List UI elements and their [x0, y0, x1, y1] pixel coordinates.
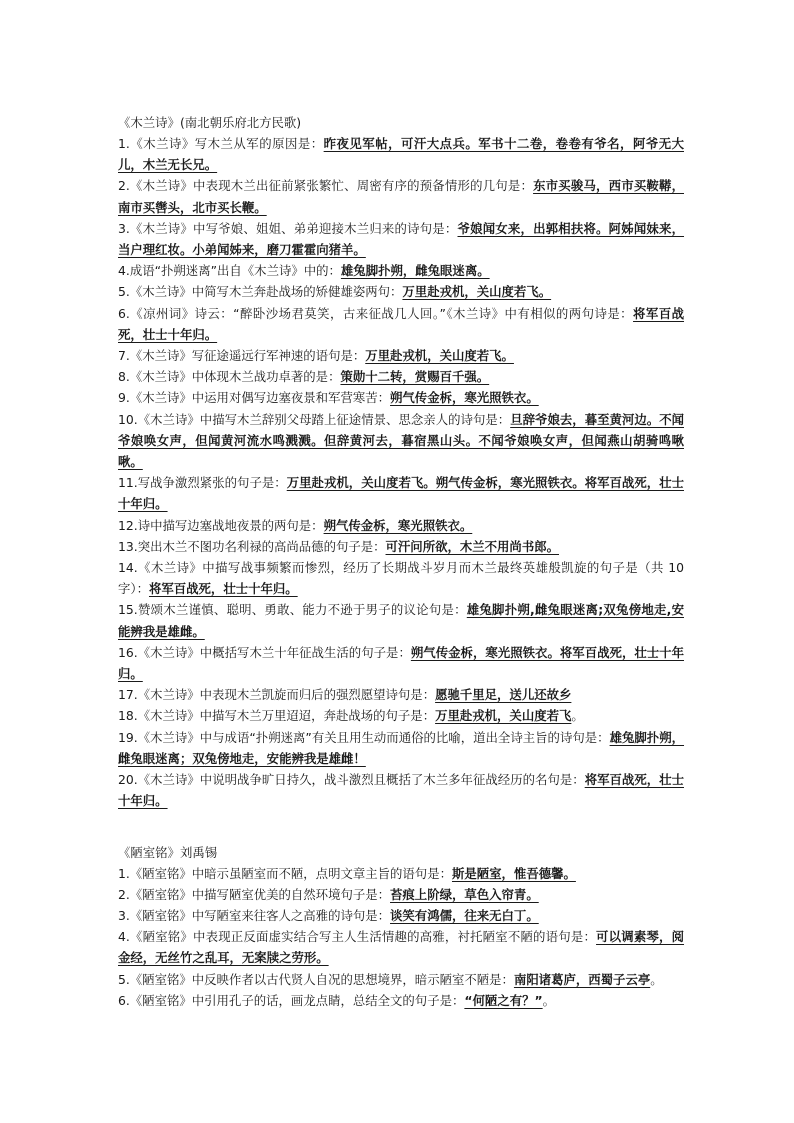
- question-text: 4.《陋室铭》中表现正反面虚实结合写主人生活情趣的高雅，衬托陋室不陋的语句是：: [118, 929, 597, 945]
- question-item: [118, 303, 684, 345]
- question-text: 16.《木兰诗》中概括写木兰十年征战生活的句子是：: [118, 644, 411, 660]
- answer-tail: 。: [571, 708, 584, 724]
- answer-text: “何陋之有？”: [464, 992, 543, 1008]
- question-text: 20.《木兰诗》中说明战争旷日持久，战斗激烈且概括了木兰多年征战经历的名句是：: [118, 772, 585, 788]
- answer-text: 可汗问所欲，木兰不用尚书郎。: [385, 538, 559, 554]
- question-item: [118, 926, 684, 968]
- question-text: 7.《木兰诗》写征途遥远行军神速的语句是：: [118, 348, 366, 364]
- question-text: 2.《木兰诗》中表现木兰出征前紧张繁忙、周密有序的预备情形的几句是：: [118, 178, 534, 194]
- document-page: [118, 112, 684, 1011]
- question-text: 13.突出木兰不图功名利禄的高尚品德的句子是：: [118, 538, 386, 554]
- question-text: 1.《陋室铭》中暗示虽陋室而不陋，点明文章主旨的语句是：: [118, 865, 452, 881]
- question-text: 15.赞颂木兰谨慎、聪明、勇敢、能力不逊于男子的议论句是：: [118, 602, 467, 618]
- answer-text: 愿驰千里足，送儿还故乡: [435, 687, 572, 703]
- answer-text: 雄兔脚扑朔,雌兔眼迷离;双兔傍地走,安能辨我是雄雌。: [118, 602, 684, 639]
- answer-text: 朔气传金柝，寒光照铁衣。将军百战死，壮士十年归。: [118, 644, 684, 682]
- section-title: 《木兰诗》(南北朝乐府北方民歌): [118, 115, 302, 130]
- question-item: [118, 218, 684, 260]
- question-text: 5.《木兰诗》中简写木兰奔赴战场的矫健雄姿两句：: [118, 284, 403, 300]
- question-text: 9.《木兰诗》中运用对偶写边塞夜景和军营寒苦：: [118, 390, 391, 406]
- answer-text: 爷娘闻女来，出郭相扶将。阿姊闻妹来，当户理红妆。小弟闻姊来，磨刀霍霍向猪羊。: [118, 220, 685, 258]
- answer-text: 朔气传金柝，寒光照铁衣。: [390, 390, 539, 406]
- answer-text: 策勋十二转，赏赐百千强。: [340, 369, 490, 385]
- question-item: [118, 705, 684, 726]
- answer-text: 谈笑有鸿儒，往来无白丁。: [390, 907, 539, 923]
- question-text: 12.诗中描写边塞战地夜景的两句是：: [118, 517, 324, 533]
- question-text: 18.《木兰诗》中描写木兰万里迢迢，奔赴战场的句子是：: [118, 708, 436, 724]
- question-text: 14.《木兰诗》中描写战事频繁而惨烈，经历了长期战斗岁月而木兰最终英雄般凯旋的句子是（共 10 字）：: [118, 560, 684, 597]
- question-item: [118, 281, 684, 302]
- answer-tail: 。: [650, 971, 663, 987]
- answer-text: 将军百战死，壮士十年归。: [118, 305, 685, 342]
- question-item: [118, 684, 684, 705]
- answer-text: 将军百战死，壮士十年归。: [148, 581, 298, 597]
- question-text: 10.《木兰诗》中描写木兰辞别父母踏上征途情景、思念亲人的诗句是：: [118, 411, 511, 427]
- question-item: [118, 557, 684, 599]
- question-text: 6.《凉州词》诗云：“醉卧沙场君莫笑，古来征战几人回。”《木兰诗》中有相似的两句诗是：: [118, 305, 634, 321]
- question-item: [118, 642, 684, 684]
- question-item: [118, 884, 684, 905]
- answer-text: 万里赴戎机，关山度若飞。朔气传金柝，寒光照铁衣。将军百战死，壮士十年归。: [118, 475, 684, 512]
- answer-text: 将军百战死，壮士十年归。: [118, 772, 684, 809]
- question-item: [118, 345, 684, 366]
- question-item: [118, 366, 684, 387]
- question-item: [118, 260, 684, 281]
- answer-text: 万里赴戎机，关山度若飞: [435, 708, 572, 724]
- question-item: [118, 727, 684, 769]
- question-item: [118, 905, 684, 926]
- question-item: [118, 536, 684, 557]
- answer-text: 旦辞爷娘去，暮至黄河边。不闻爷娘唤女声，但闻黄河流水鸣溅溅。但辞黄河去，暮宿黑山头。不闻爷娘唤女声，但闻燕山胡骑鸣啾啾。: [118, 411, 684, 470]
- question-text: 19.《木兰诗》中与成语“扑朔迷离”有关且用生动而通俗的比喻，道出全诗主旨的诗句是：: [118, 729, 610, 745]
- question-text: 8.《木兰诗》中体现木兰战功卓著的是：: [118, 369, 341, 385]
- answer-text: 可以调素琴，阅金经，无丝竹之乱耳，无案牍之劳形。: [118, 929, 685, 966]
- question-text: 3.《木兰诗》中写爷娘、姐姐、弟弟迎接木兰归来的诗句是：: [118, 220, 458, 236]
- answer-text: 苔痕上阶绿，草色入帘青。: [390, 886, 539, 902]
- question-text: 6.《陋室铭》中引用孔子的话，画龙点睛，总结全文的句子是：: [118, 992, 465, 1008]
- question-item: [118, 863, 684, 884]
- question-item: [118, 515, 684, 536]
- question-item: [118, 409, 684, 473]
- answer-text: 南阳诸葛庐，西蜀子云亭: [513, 971, 651, 987]
- question-text: 17.《木兰诗》中表现木兰凯旋而归后的强烈愿望诗句是：: [118, 687, 436, 703]
- question-text: 1.《木兰诗》写木兰从军的原因是：: [118, 136, 324, 151]
- question-text: 5.《陋室铭》中反映作者以古代贤人自况的思想境界，暗示陋室不陋是：: [118, 971, 514, 987]
- question-item: [118, 175, 684, 217]
- question-text: 2.《陋室铭》中描写陋室优美的自然环境句子是：: [118, 886, 391, 902]
- section-gap: [118, 812, 684, 842]
- question-text: 4.成语“扑朔迷离”出自《木兰诗》中的：: [118, 263, 341, 279]
- question-item: [118, 472, 684, 514]
- section-title: 《陋室铭》刘禹锡: [118, 844, 218, 860]
- question-item: [118, 599, 684, 641]
- answer-text: 斯是陋室，惟吾德馨。: [451, 865, 576, 881]
- question-item: [118, 990, 684, 1011]
- question-item: [118, 969, 684, 990]
- answer-text: 朔气传金柝，寒光照铁衣。: [323, 517, 473, 533]
- answer-text: 雄兔脚扑朔，雌兔眼迷离；双兔傍地走，安能辨我是雄雌！: [118, 729, 685, 766]
- question-item: [118, 769, 684, 811]
- answer-tail: 。: [542, 992, 556, 1008]
- question-item: [118, 387, 684, 408]
- question-item: [118, 133, 684, 175]
- answer-text: 东市买骏马，西市买鞍鞯，南市买辔头，北市买长鞭。: [118, 178, 684, 215]
- answer-text: 昨夜见军帖，可汗大点兵。军书十二卷，卷卷有爷名，阿爷无大儿，木兰无长兄。: [118, 136, 684, 173]
- answer-text: 雄兔脚扑朔，雌兔眼迷离。: [340, 263, 490, 279]
- question-text: 11.写战争激烈紧张的句子是：: [118, 475, 287, 491]
- answer-text: 万里赴戎机，关山度若飞。: [402, 284, 552, 300]
- answer-text: 万里赴戎机，关山度若飞。: [365, 348, 514, 364]
- question-text: 3.《陋室铭》中写陋室来往客人之高雅的诗句是：: [118, 907, 391, 923]
